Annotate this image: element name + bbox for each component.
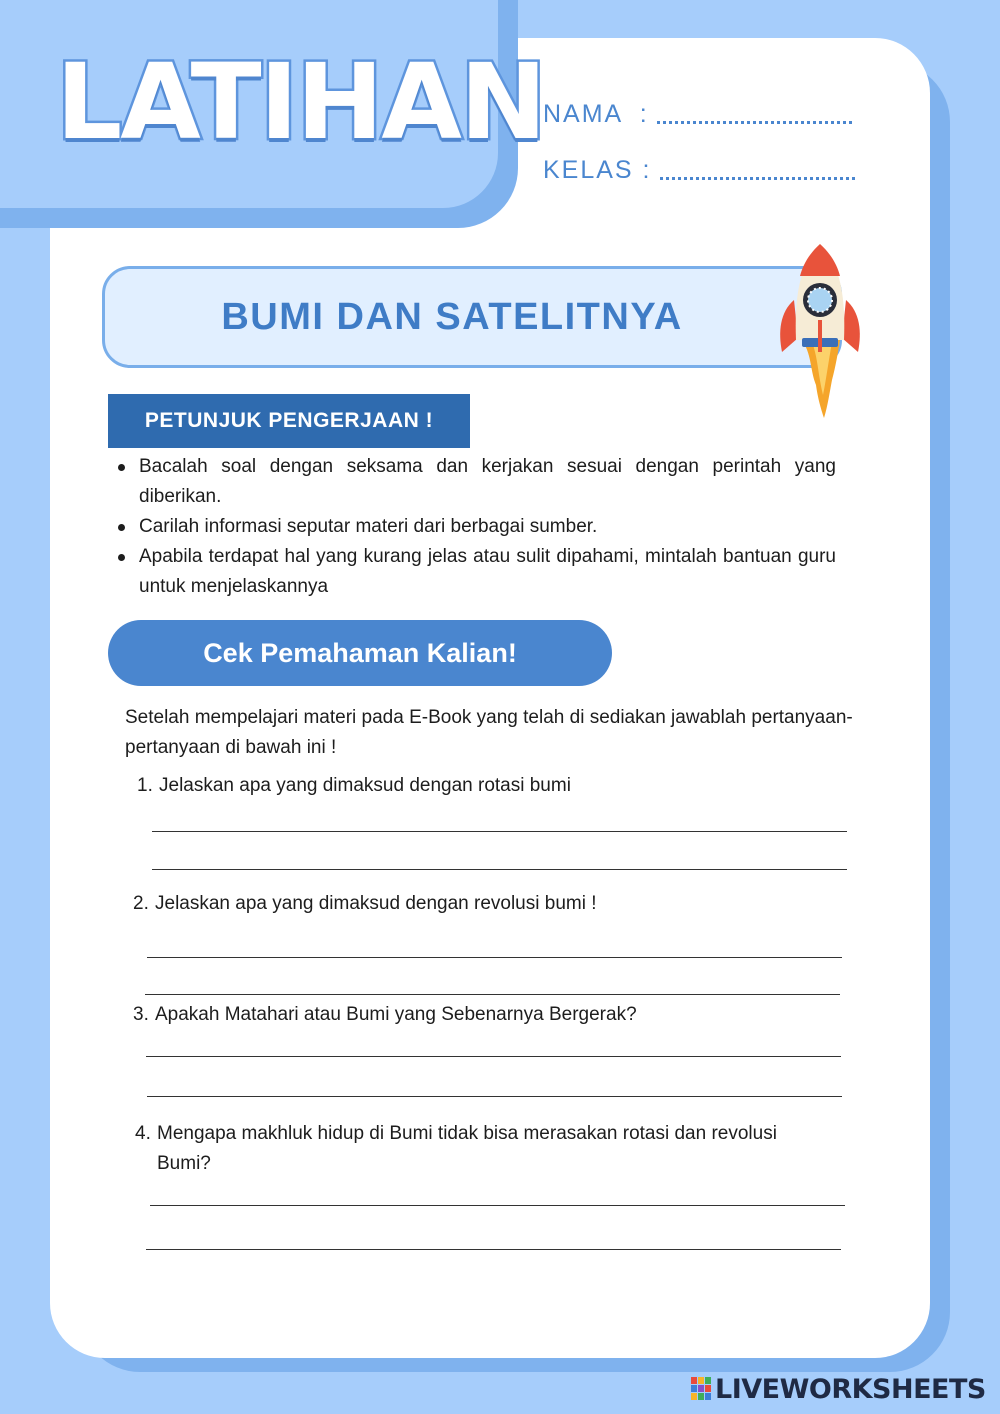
answer-line[interactable] <box>147 957 842 958</box>
list-item: Carilah informasi seputar materi dari berbagai sumber. <box>118 512 836 542</box>
name-label: NAMA : <box>543 100 649 128</box>
liveworksheets-logo-icon <box>690 1376 712 1402</box>
answer-line[interactable] <box>152 869 847 870</box>
list-item: Apabila terdapat hal yang kurang jelas atau sulit dipahami, mintalah bantuan guru untuk menjelaskannya <box>118 542 836 602</box>
question-number: 2. <box>133 893 149 914</box>
class-field[interactable] <box>543 156 855 185</box>
class-blank[interactable] <box>660 177 855 180</box>
question-text: Jelaskan apa yang dimaksud dengan rotasi bumi <box>159 775 571 796</box>
answer-line[interactable] <box>147 1096 842 1097</box>
section-intro: Setelah mempelajari materi pada E-Book yang telah di sediakan jawablah pertanyaan-pertanyaan di bawah ini ! <box>125 707 853 758</box>
name-blank[interactable] <box>657 121 852 124</box>
question-3 <box>133 1000 833 1030</box>
question-number: 1. <box>137 775 153 796</box>
answer-line[interactable] <box>146 1249 841 1250</box>
instructions-heading: PETUNJUK PENGERJAAN ! <box>108 394 470 448</box>
answer-line[interactable] <box>150 1205 845 1206</box>
answer-line[interactable] <box>145 994 840 995</box>
question-number: 3. <box>133 1004 149 1025</box>
brand-name: LIVEWORKSHEETS <box>715 1373 986 1405</box>
page-title: LATIHAN <box>56 41 545 163</box>
section-heading: Cek Pemahaman Kalian! <box>108 620 612 686</box>
question-number: 4. <box>135 1123 151 1144</box>
instructions-list <box>118 452 836 602</box>
answer-line[interactable] <box>146 1056 841 1057</box>
rocket-icon <box>772 240 868 420</box>
liveworksheets-brand[interactable] <box>690 1372 986 1406</box>
name-field[interactable] <box>543 100 852 129</box>
topic-title: BUMI DAN SATELITNYA <box>221 295 683 338</box>
answer-line[interactable] <box>152 831 847 832</box>
class-label: KELAS : <box>543 156 652 184</box>
question-4 <box>135 1119 835 1179</box>
list-item: Bacalah soal dengan seksama dan kerjakan sesuai dengan perintah yang diberikan. <box>118 452 836 512</box>
question-text: Mengapa makhluk hidup di Bumi tidak bisa merasakan rotasi dan revolusi Bumi? <box>157 1123 777 1174</box>
question-2 <box>133 889 833 919</box>
question-1 <box>137 771 837 801</box>
question-text: Jelaskan apa yang dimaksud dengan revolusi bumi ! <box>155 893 597 914</box>
question-text: Apakah Matahari atau Bumi yang Sebenarnya Bergerak? <box>155 1004 637 1025</box>
